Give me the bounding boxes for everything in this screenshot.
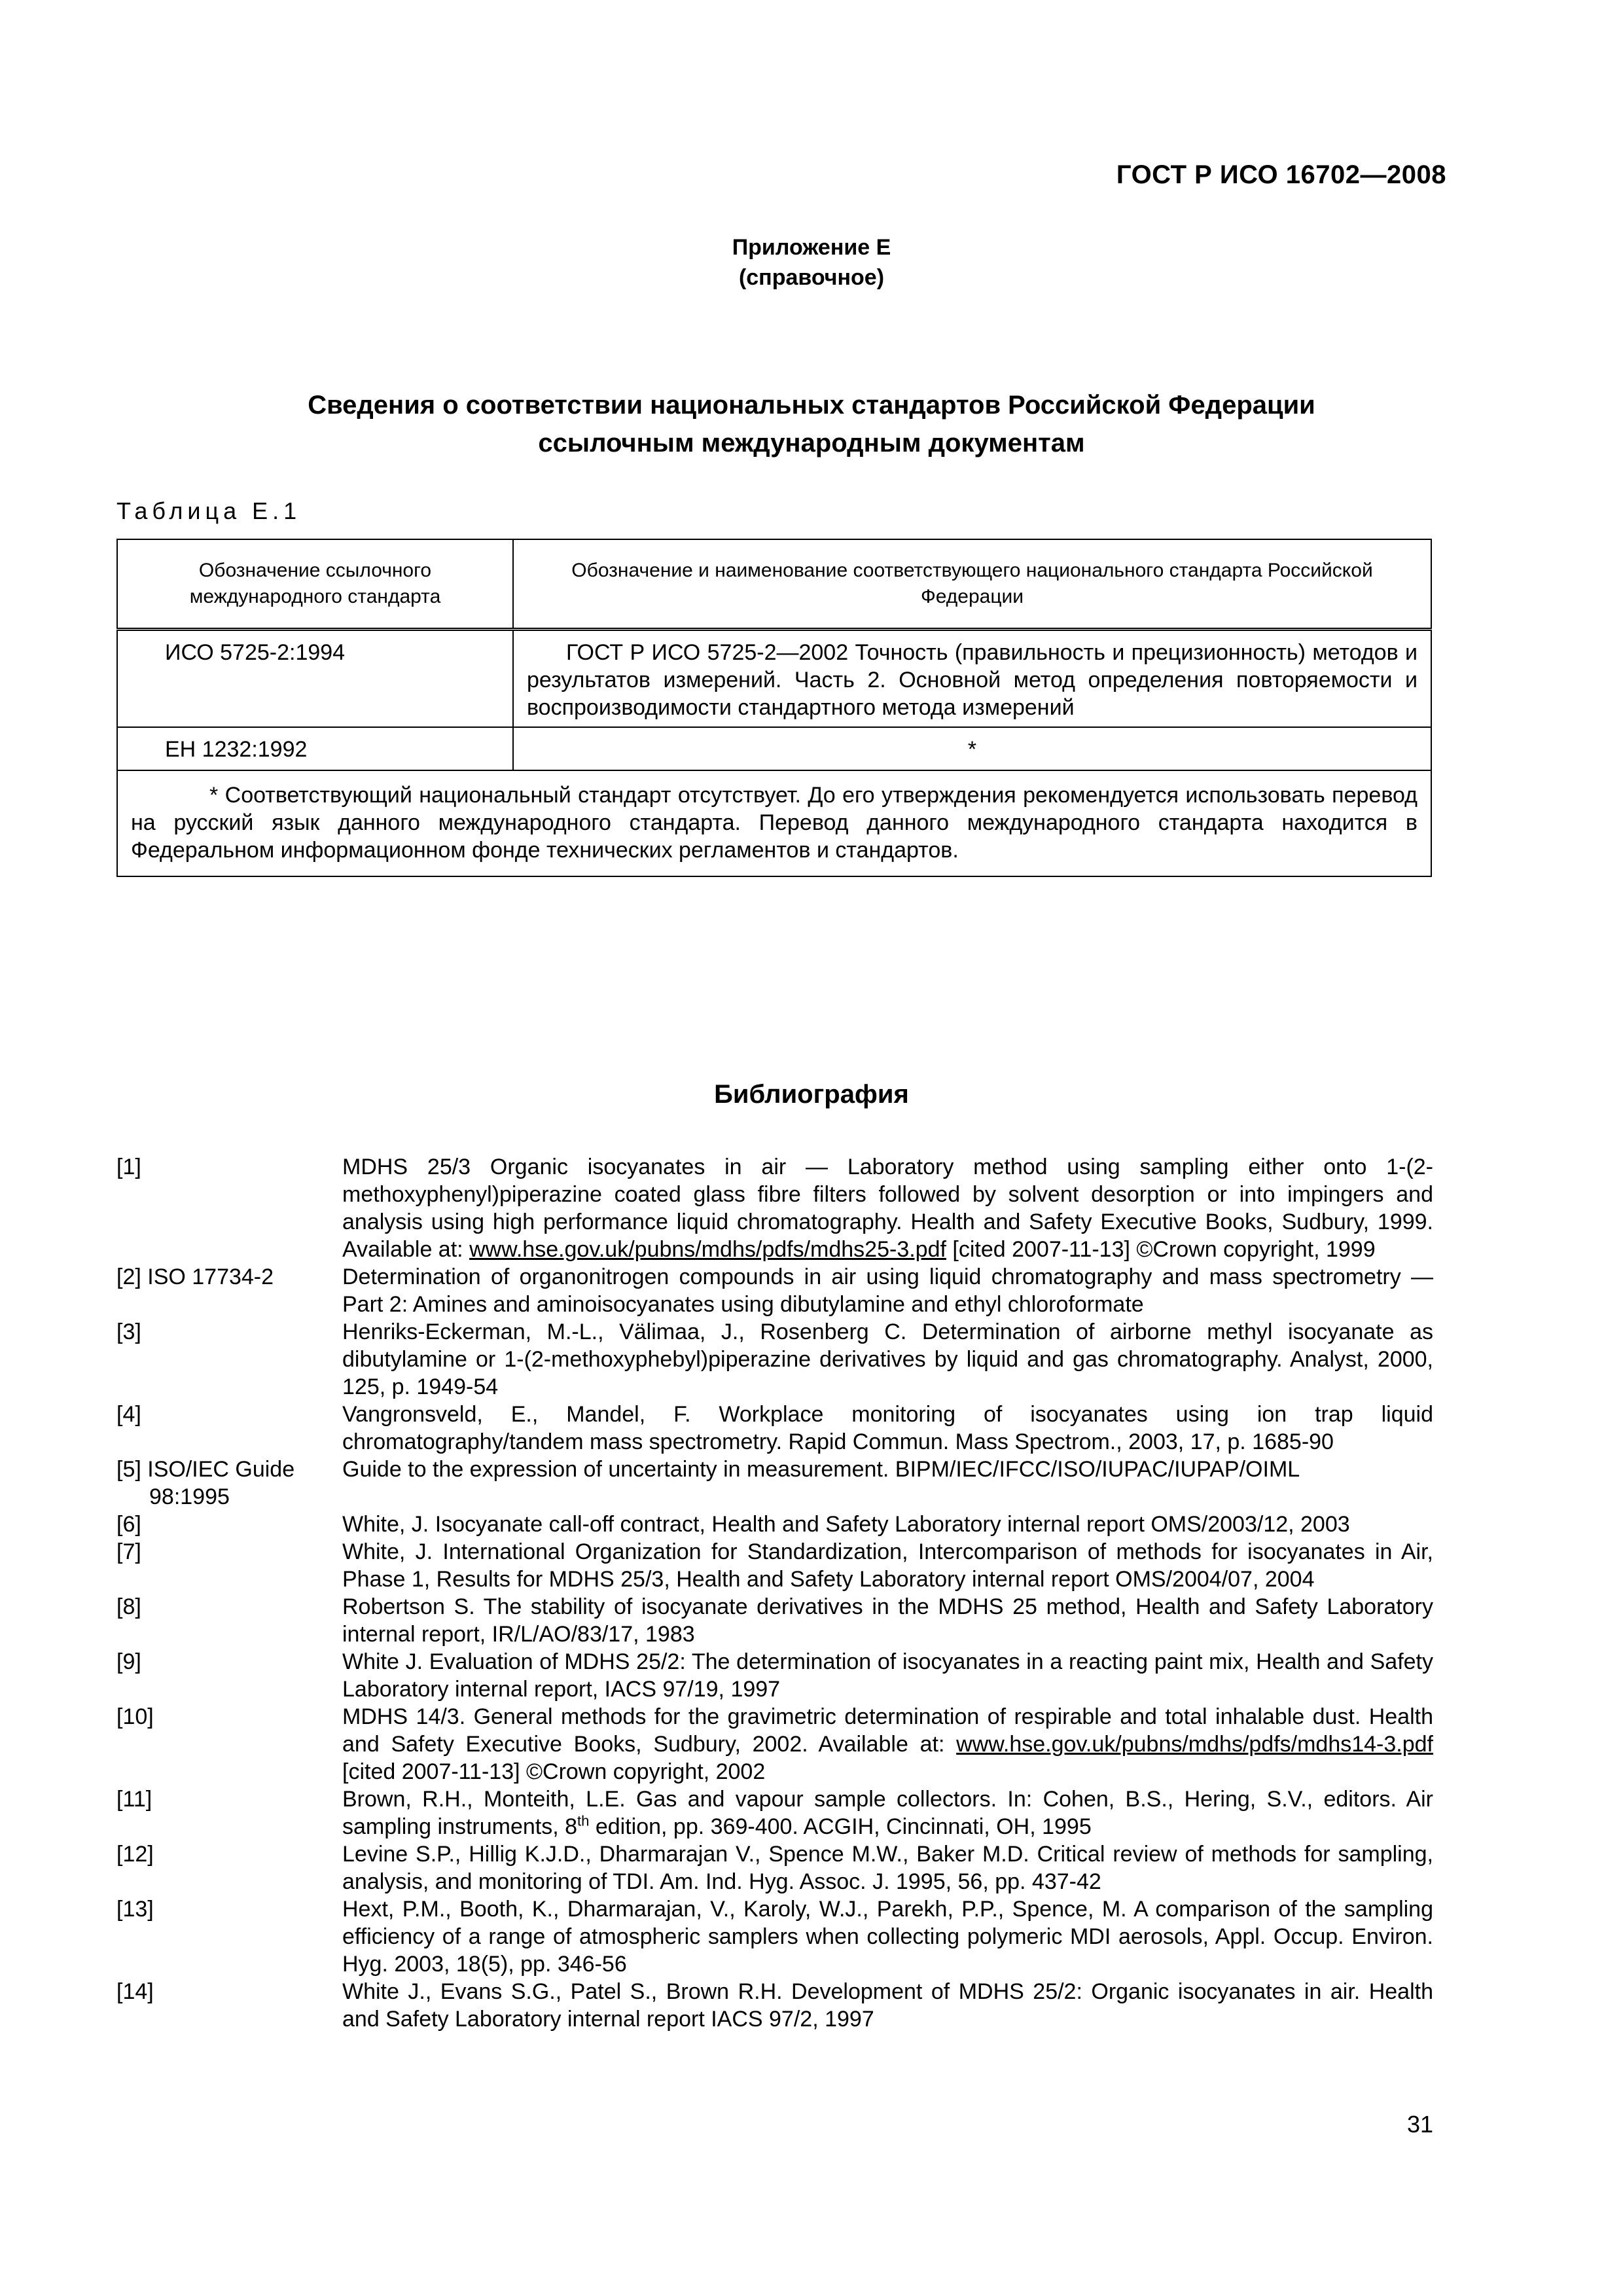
bibliography-entry — [116, 1648, 1433, 1703]
bibliography-text: Determination of organonitrogen compounds in air using liquid chromatography and mass spectrometry — Part 2: Amines and aminoisocyanates using dibutylamine and ethyl chloroformate — [342, 1265, 1433, 1317]
bibliography-text: Guide to the expression of uncertainty in measurement. BIPM/IEC/IFCC/ISO/IUPAC/IUPAP/OIML — [342, 1457, 1300, 1482]
table-footnote: * Соответствующий национальный стандарт отсутствует. До его утверждения рекомендуется использовать перевод на русский язык данного международного стандарта. Перевод данного международного стандарта находится в Федеральном информационном фонде технических регламентов и стандартов. — [117, 770, 1431, 876]
bibliography-text: White J. Evaluation of MDHS 25/2: The determination of isocyanates in a reacting paint mix, Health and Safety Laboratory internal report, IACS 97/19, 1997 — [342, 1649, 1433, 1702]
bibliography-link[interactable]: www.hse.gov.uk/pubns/mdhs/pdfs/mdhs25-3.pdf — [469, 1237, 946, 1262]
bibliography-text-part: MDHS 14/3. General methods for the gravimetric determination of respirable and total inhalable dust. Health and Safety Executive Books, Sudbury, 2002. Available at: — [342, 1704, 1433, 1757]
bibliography-ref: [1] — [116, 1155, 141, 1179]
bibliography-ref: [12] — [116, 1842, 154, 1867]
bibliography-entry — [116, 1538, 1433, 1593]
bibliography-text — [342, 1785, 1433, 1840]
bibliography-entry — [116, 1840, 1433, 1895]
appendix-title: Приложение Е — [732, 235, 891, 260]
bibliography-superscript: th — [577, 1812, 590, 1829]
bibliography-text: White, J. Isocyanate call-off contract, Health and Safety Laboratory internal report OMS/2003/12, 2003 — [342, 1512, 1350, 1537]
section-title-line2: ссылочным международным документам — [538, 429, 1085, 457]
bibliography-ref: [6] — [116, 1512, 141, 1537]
bibliography-entry — [116, 1703, 1433, 1785]
bibliography-ref: [14] — [116, 1979, 154, 2004]
bibliography-entry — [116, 1153, 1433, 1263]
section-title-line1: Сведения о соответствии национальных стандартов Российской Федерации — [308, 391, 1315, 420]
table-footnote-row — [117, 770, 1431, 876]
section-title — [0, 386, 1623, 462]
bibliography-entry — [116, 1895, 1433, 1978]
bibliography-entry — [116, 1593, 1433, 1648]
bibliography-text: Vangronsveld, E., Mandel, F. Workplace monitoring of isocyanates using ion trap liquid chromatography/tandem mass spectrometry. Rapid Commun. Mass Spectrom., 2003, 17, p. 1685-90 — [342, 1402, 1433, 1454]
standard-id: ГОСТ Р ИСО 16702—2008 — [1116, 160, 1446, 189]
bibliography-ref-sub: 98:1995 — [149, 1484, 230, 1509]
bibliography-entry — [116, 1401, 1433, 1456]
bibliography-ref: [11] — [116, 1787, 152, 1812]
bibliography-ref-main: [5] ISO/IEC Guide — [116, 1457, 295, 1482]
bibliography-text-part: [cited 2007-11-13] ©Crown copyright, 1999 — [946, 1237, 1376, 1262]
bibliography-text: White J., Evans S.G., Patel S., Brown R.H. Development of MDHS 25/2: Organic isocyanates in air. Health and Safety Laboratory internal report IACS 97/2, 1997 — [342, 1979, 1433, 2032]
bibliography-ref: [10] — [116, 1704, 154, 1729]
page-number: 31 — [1406, 2111, 1433, 2138]
correspondence-table — [116, 539, 1432, 877]
bibliography-text — [342, 1153, 1433, 1263]
bibliography-text: Henriks-Eckerman, M.-L., Välimaa, J., Rosenberg C. Determination of airborne methyl isocyanate as dibutylamine or 1-(2-methoxyphebyl)piperazine derivatives by liquid and gas chromatography. Analyst, 2000, 125, p. 1949-54 — [342, 1319, 1433, 1399]
bibliography-entry — [116, 1263, 1433, 1318]
bibliography-text-part: [cited 2007-11-13] ©Crown copyright, 2002 — [342, 1759, 766, 1784]
bibliography-ref: [7] — [116, 1539, 141, 1564]
bibliography-text — [342, 1703, 1433, 1785]
bibliography-ref: [2] ISO 17734-2 — [116, 1265, 274, 1289]
bibliography-text: White, J. International Organization for Standardization, Intercomparison of methods for isocyanates in Air, Phase 1, Results for MDHS 25/3, Health and Safety Laboratory internal report OMS/2004/07, 2004 — [342, 1539, 1433, 1592]
bibliography-text-part: MDHS 25/3 Organic isocyanates in air — Laboratory method using sampling either onto 1-(2-methoxyphenyl)piperazine coated glass fibre filters followed by solvent desorption or into impingers and analysis using high performance liquid chromatography. Health and Safety Executive Books, Sudbury, 1999. Available at: — [342, 1155, 1433, 1262]
bibliography-text: Levine S.P., Hillig K.J.D., Dharmarajan V., Spence M.W., Baker M.D. Critical review of methods for sampling, analysis, and monitoring of TDI. Am. Ind. Hyg. Assoc. J. 1995, 56, pp. 437-42 — [342, 1842, 1433, 1894]
bibliography-ref: [13] — [116, 1897, 154, 1922]
bibliography-text: Robertson S. The stability of isocyanate derivatives in the MDHS 25 method, Health and Safety Laboratory internal report, IR/L/AO/83/17, 1983 — [342, 1594, 1433, 1647]
bibliography-entry — [116, 1978, 1433, 2033]
bibliography-entry — [116, 1456, 1433, 1511]
bibliography-title: Библиография — [714, 1080, 909, 1109]
bibliography-ref: [3] — [116, 1319, 141, 1344]
appendix-subtitle: (справочное) — [738, 265, 885, 290]
bibliography-entry — [116, 1511, 1433, 1538]
bibliography-text: Hext, P.M., Booth, K., Dharmarajan, V., Karoly, W.J., Parekh, P.P., Spence, M. A comparison of the sampling efficiency of a range of atmospheric samplers when collecting polymeric MDI aerosols, Appl. Occup. Environ. Hyg. 2003, 18(5), pp. 346-56 — [342, 1897, 1433, 1977]
table-header-international: Обозначение ссылочного международного стандарта — [117, 539, 513, 629]
table-row — [117, 727, 1431, 770]
bibliography-link[interactable]: www.hse.gov.uk/pubns/mdhs/pdfs/mdhs14-3.pdf — [956, 1732, 1433, 1757]
table-header-row — [117, 539, 1431, 629]
bibliography-ref: [4] — [116, 1402, 141, 1427]
bibliography-ref — [116, 1456, 342, 1511]
table-header-national: Обозначение и наименование соответствующего национального стандарта Российской Федерации — [513, 539, 1431, 629]
bibliography-entry — [116, 1318, 1433, 1401]
table-cell-code: ЕН 1232:1992 — [117, 727, 513, 770]
table-cell-code: ИСО 5725-2:1994 — [117, 629, 513, 727]
table-caption: Таблица Е.1 — [116, 497, 302, 524]
appendix-heading — [0, 232, 1623, 293]
bibliography-text-part: Brown, R.H., Monteith, L.E. Gas and vapour sample collectors. In: Cohen, B.S., Hering, S.V., editors. Air sampling instruments, 8 — [342, 1787, 1433, 1839]
table-row — [117, 629, 1431, 727]
bibliography-ref: [8] — [116, 1594, 141, 1619]
bibliography-list — [116, 1153, 1433, 2033]
bibliography-text-part: edition, pp. 369-400. ACGIH, Cincinnati, OH, 1995 — [589, 1814, 1092, 1839]
bibliography-entry — [116, 1785, 1433, 1840]
table-cell-description: * — [513, 727, 1431, 770]
bibliography-ref: [9] — [116, 1649, 141, 1674]
table-cell-description: ГОСТ Р ИСО 5725-2—2002 Точность (правильность и прецизионность) методов и результатов измерений. Часть 2. Основной метод определения повторяемости и воспроизводимости стандартного метода измерений — [513, 629, 1431, 727]
